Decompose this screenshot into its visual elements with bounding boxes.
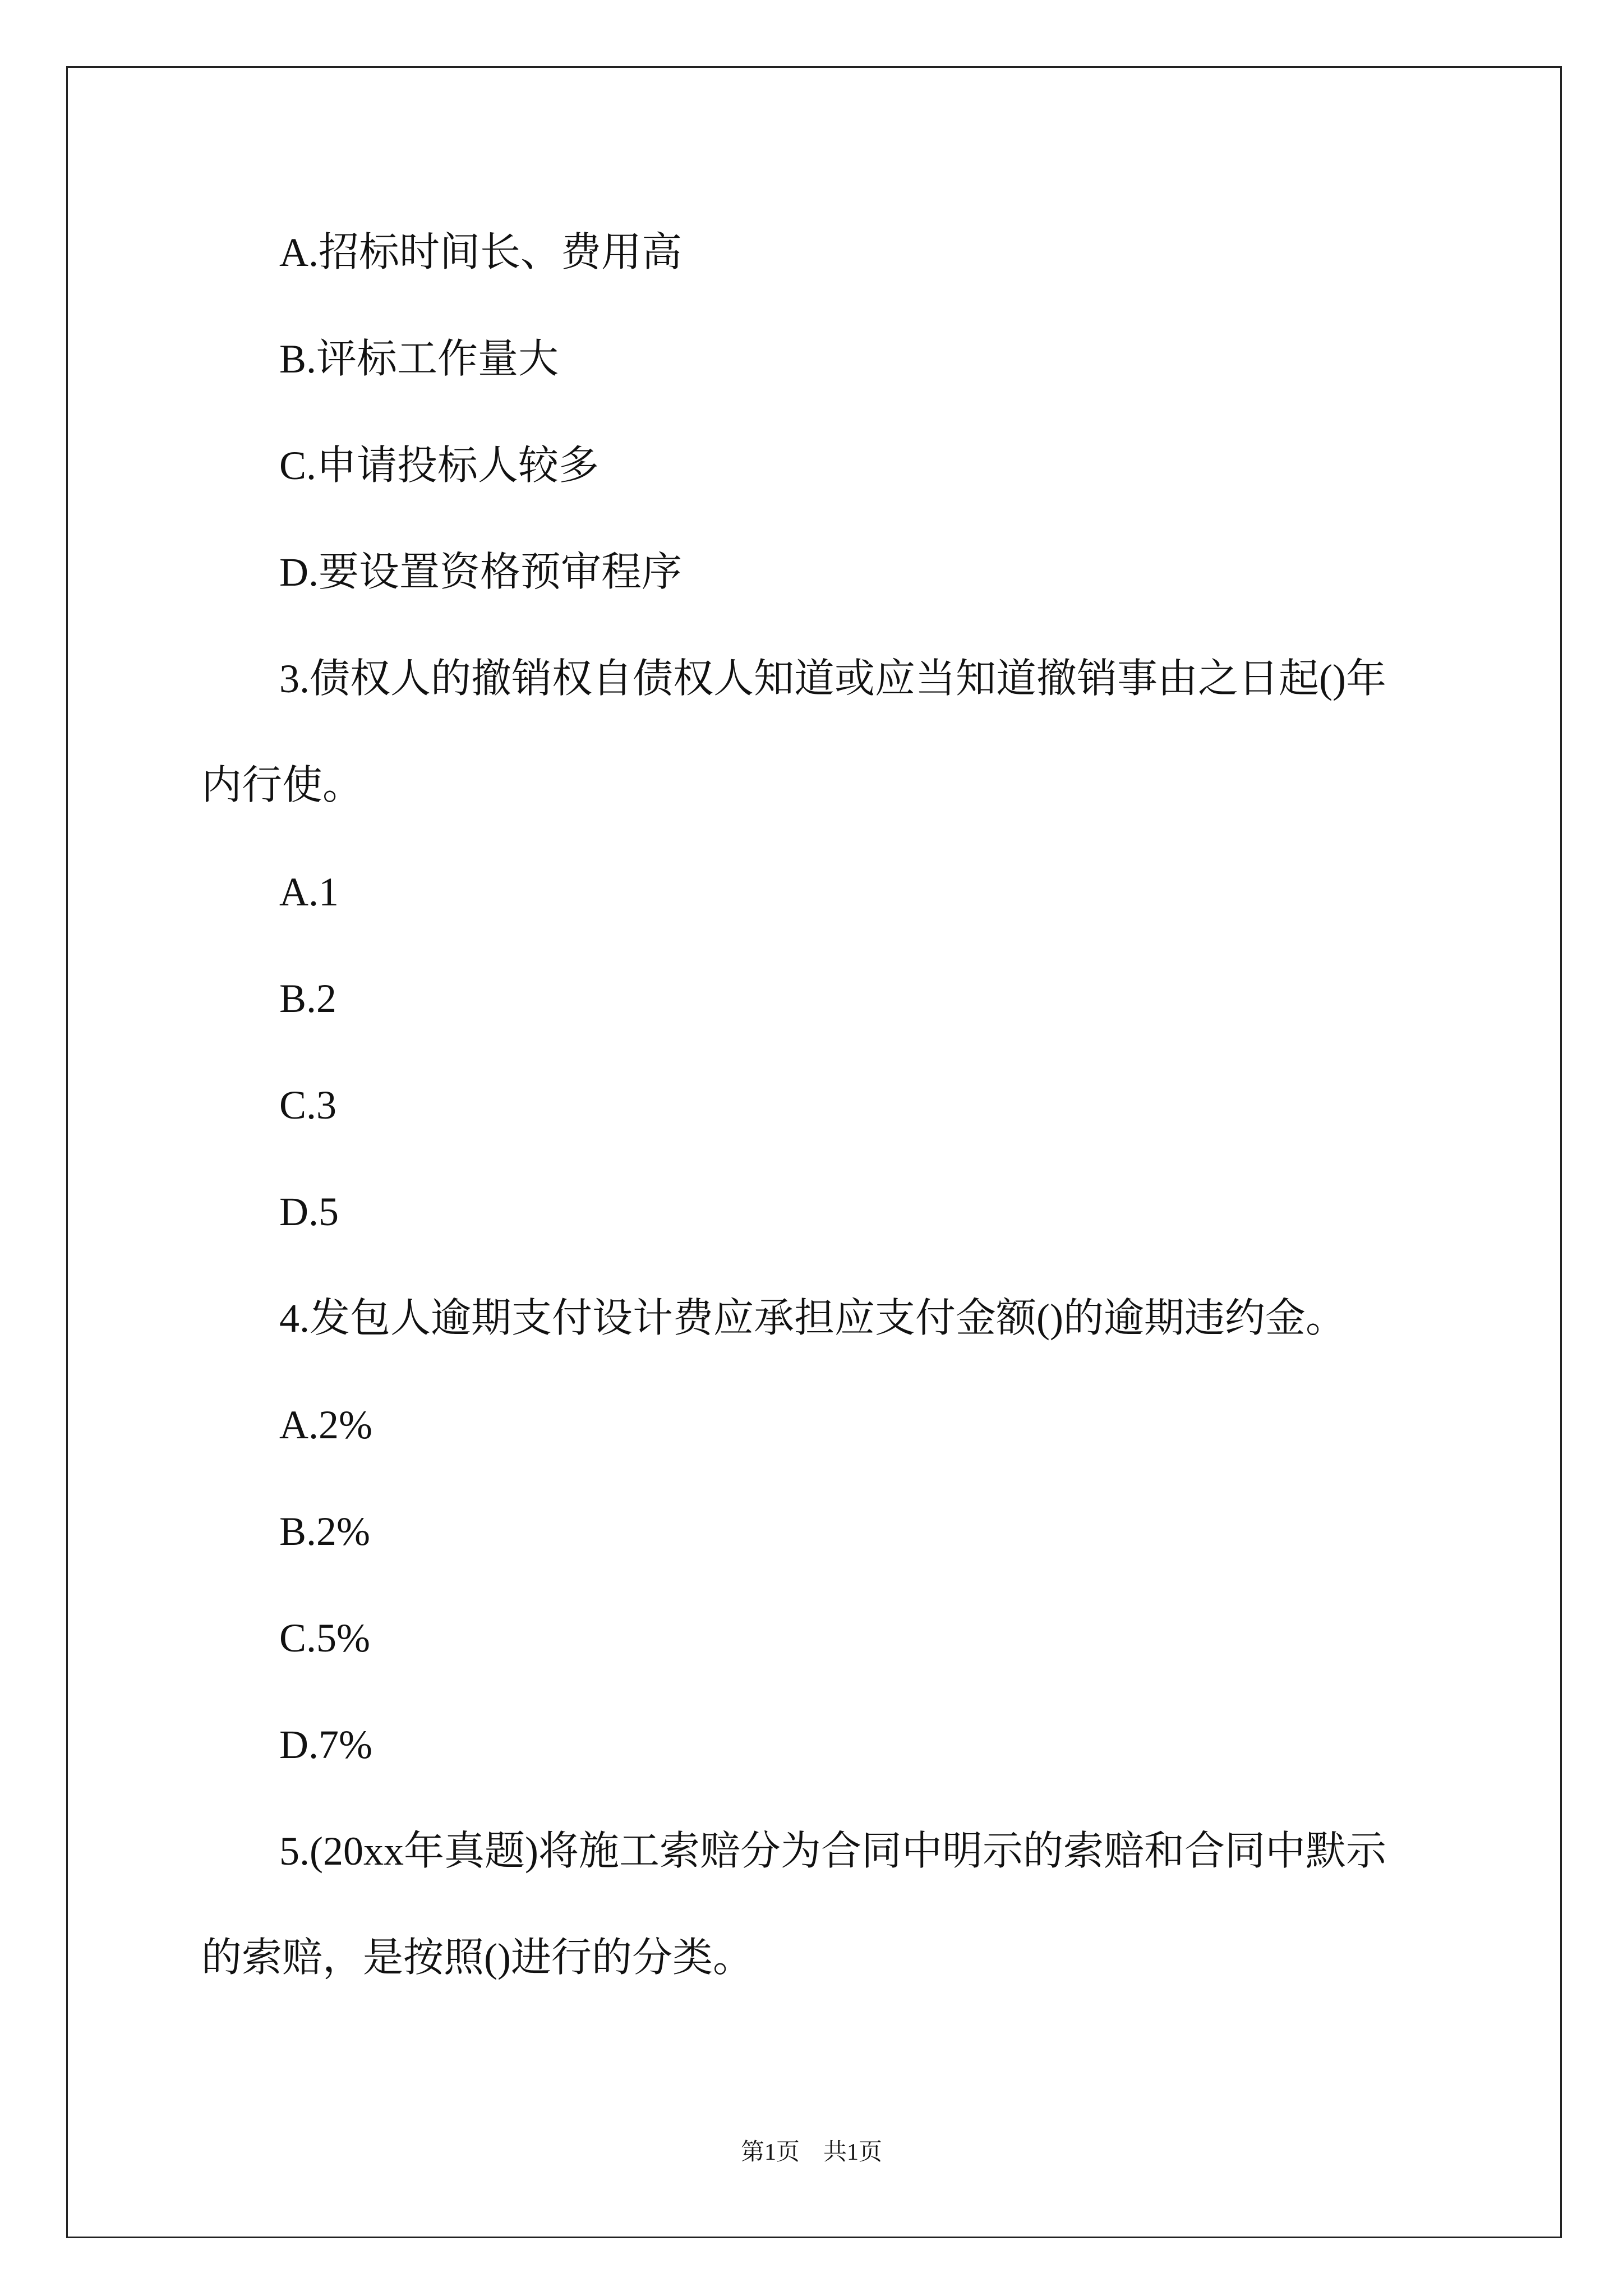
option-b: B.评标工作量大 (279, 337, 559, 381)
option-c: C.3 (279, 1083, 337, 1128)
option-d: D.要设置资格预审程序 (279, 550, 682, 595)
option-d: D.5 (279, 1189, 339, 1234)
question-stem-line: 3.债权人的撤销权自债权人知道或应当知道撤销事由之日起()年 (279, 656, 1386, 701)
option-b: B.2% (279, 1509, 370, 1554)
option-a: A.招标时间长、费用高 (279, 230, 682, 275)
option-c: C.5% (279, 1616, 370, 1660)
question-stem-line: 的索赔，是按照()进行的分类。 (201, 1935, 753, 1980)
previous-question-options (201, 199, 1536, 625)
question-stem-line: 内行使。 (201, 763, 363, 808)
question-stem-line: 4.发包人逾期支付设计费应承担应支付金额()的逾期违约金。 (279, 1296, 1346, 1341)
option-a: A.1 (279, 869, 339, 914)
question-3 (201, 625, 1536, 1265)
page-footer: 第1页 共1页 (740, 2139, 882, 2165)
question-stem-line: 5.(20xx年真题)将施工索赔分为合同中明示的索赔和合同中默示 (279, 1829, 1386, 1874)
document-body (201, 199, 1536, 2011)
option-c: C.申请投标人较多 (279, 443, 600, 488)
option-d: D.7% (279, 1722, 372, 1767)
option-b: B.2 (279, 976, 337, 1021)
question-4 (201, 1265, 1536, 1798)
question-5 (201, 1798, 1536, 2011)
option-a: A.2% (279, 1402, 372, 1447)
